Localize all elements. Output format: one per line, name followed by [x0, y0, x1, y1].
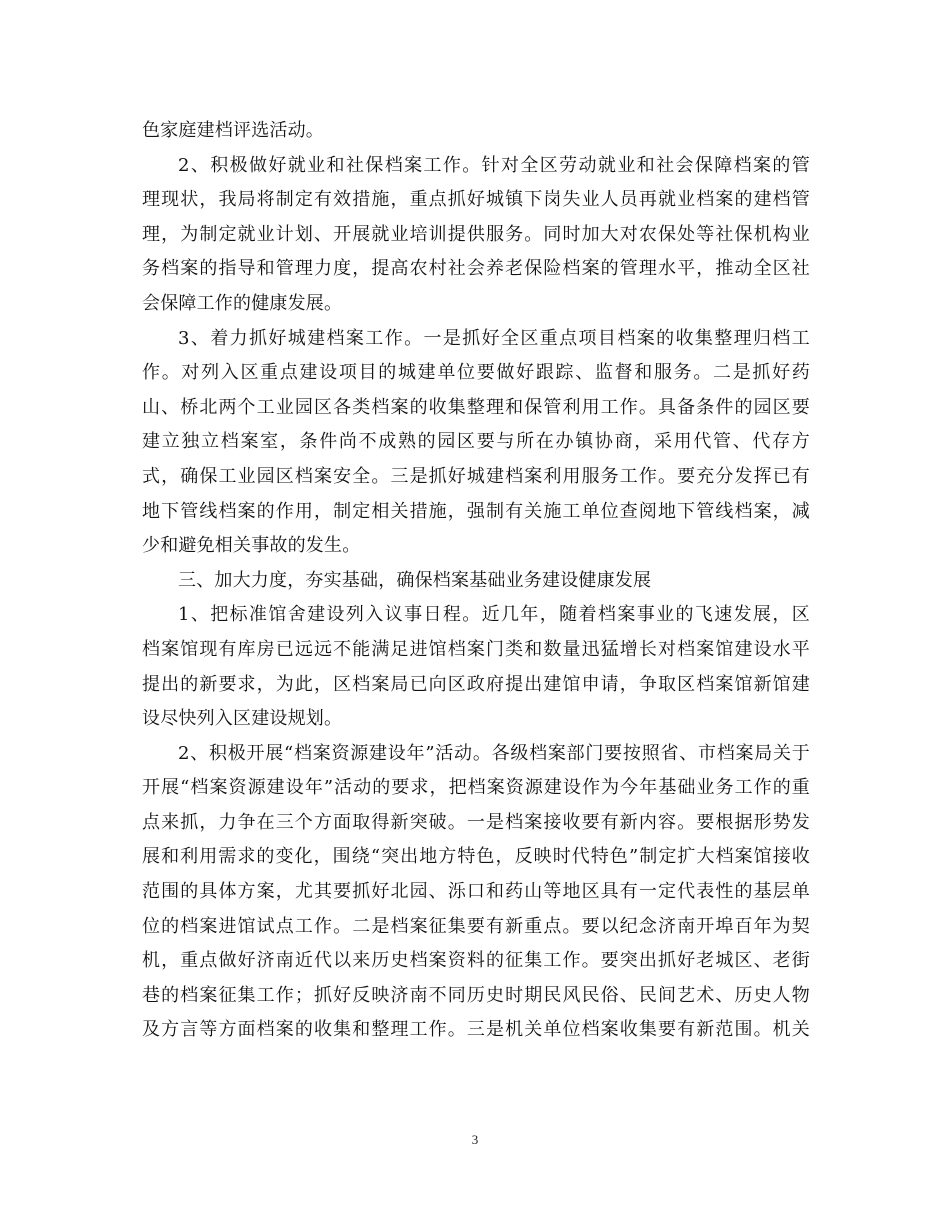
paragraph-line: 建立独立档案室，条件尚不成熟的园区要与所在办镇协商，采用代管、代存方	[142, 431, 810, 453]
paragraph-line: 提出的新要求，为此，区档案局已向区政府提出建馆申请，争取区档案馆新馆建	[142, 673, 810, 695]
paragraph-line: 1、把标准馆舍建设列入议事日程。近几年，随着档案事业的飞速发展，区	[178, 604, 810, 626]
paragraph-line: 理现状，我局将制定有效措施，重点抓好城镇下岗失业人员再就业档案的建档管	[142, 189, 810, 211]
paragraph-line: 式，确保工业园区档案安全。三是抓好城建档案利用服务工作。要充分发挥已有	[142, 465, 810, 487]
paragraph-line: 档案馆现有库房已远远不能满足进馆档案门类和数量迅猛增长对档案馆建设水平	[142, 638, 810, 660]
paragraph-line: 理，为制定就业计划、开展就业培训提供服务。同时加大对农保处等社保机构业	[142, 223, 810, 245]
paragraph-line: 2、积极开展“档案资源建设年”活动。各级档案部门要按照省、市档案局关于	[178, 742, 810, 764]
paragraph-line: 作。对列入区重点建设项目的城建单位要做好跟踪、监督和服务。二是抓好药	[142, 362, 810, 384]
paragraph-line: 少和避免相关事故的发生。	[142, 535, 361, 557]
paragraph-line: 开展“档案资源建设年”活动的要求，把档案资源建设作为今年基础业务工作的重	[142, 777, 810, 799]
body-text	[142, 114, 810, 1048]
paragraph-line: 范围的具体方案，尤其要抓好北园、泺口和药山等地区具有一定代表性的基层单	[142, 881, 810, 903]
paragraph-line: 巷的档案征集工作；抓好反映济南不同历史时期民风民俗、民间艺术、历史人物	[142, 984, 810, 1006]
paragraph-line: 地下管线档案的作用，制定相关措施，强制有关施工单位查阅地下管线档案，减	[142, 500, 810, 522]
paragraph-line: 色家庭建档评选活动。	[142, 120, 324, 141]
paragraph-line: 展和利用需求的变化，围绕“突出地方特色，反映时代特色”制定扩大档案馆接收	[142, 846, 810, 868]
paragraph-line: 位的档案进馆试点工作。二是档案征集要有新重点。要以纪念济南开埠百年为契	[142, 915, 810, 937]
paragraph-line: 3、着力抓好城建档案工作。一是抓好全区重点项目档案的收集整理归档工	[178, 327, 810, 349]
paragraph-line: 设尽快列入区建设规划。	[142, 708, 343, 730]
paragraph-line: 及方言等方面档案的收集和整理工作。三是机关单位档案收集要有新范围。机关	[142, 1019, 810, 1041]
paragraph-line: 点来抓，力争在三个方面取得新突破。一是档案接收要有新内容。要根据形势发	[142, 811, 810, 833]
paragraph-line: 务档案的指导和管理力度，提高农村社会养老保险档案的管理水平，推动全区社	[142, 258, 810, 280]
paragraph-line: 山、桥北两个工业园区各类档案的收集整理和保管利用工作。具备条件的园区要	[142, 396, 810, 418]
page-number: 3	[471, 1132, 479, 1147]
paragraph-line: 会保障工作的健康发展。	[142, 292, 343, 314]
paragraph-line: 2、积极做好就业和社保档案工作。针对全区劳动就业和社会保障档案的管	[178, 154, 810, 176]
paragraph-line: 三、加大力度，夯实基础，确保档案基础业务建设健康发展	[178, 569, 652, 591]
paragraph-line: 机，重点做好济南近代以来历史档案资料的征集工作。要突出抓好老城区、老街	[142, 950, 810, 972]
